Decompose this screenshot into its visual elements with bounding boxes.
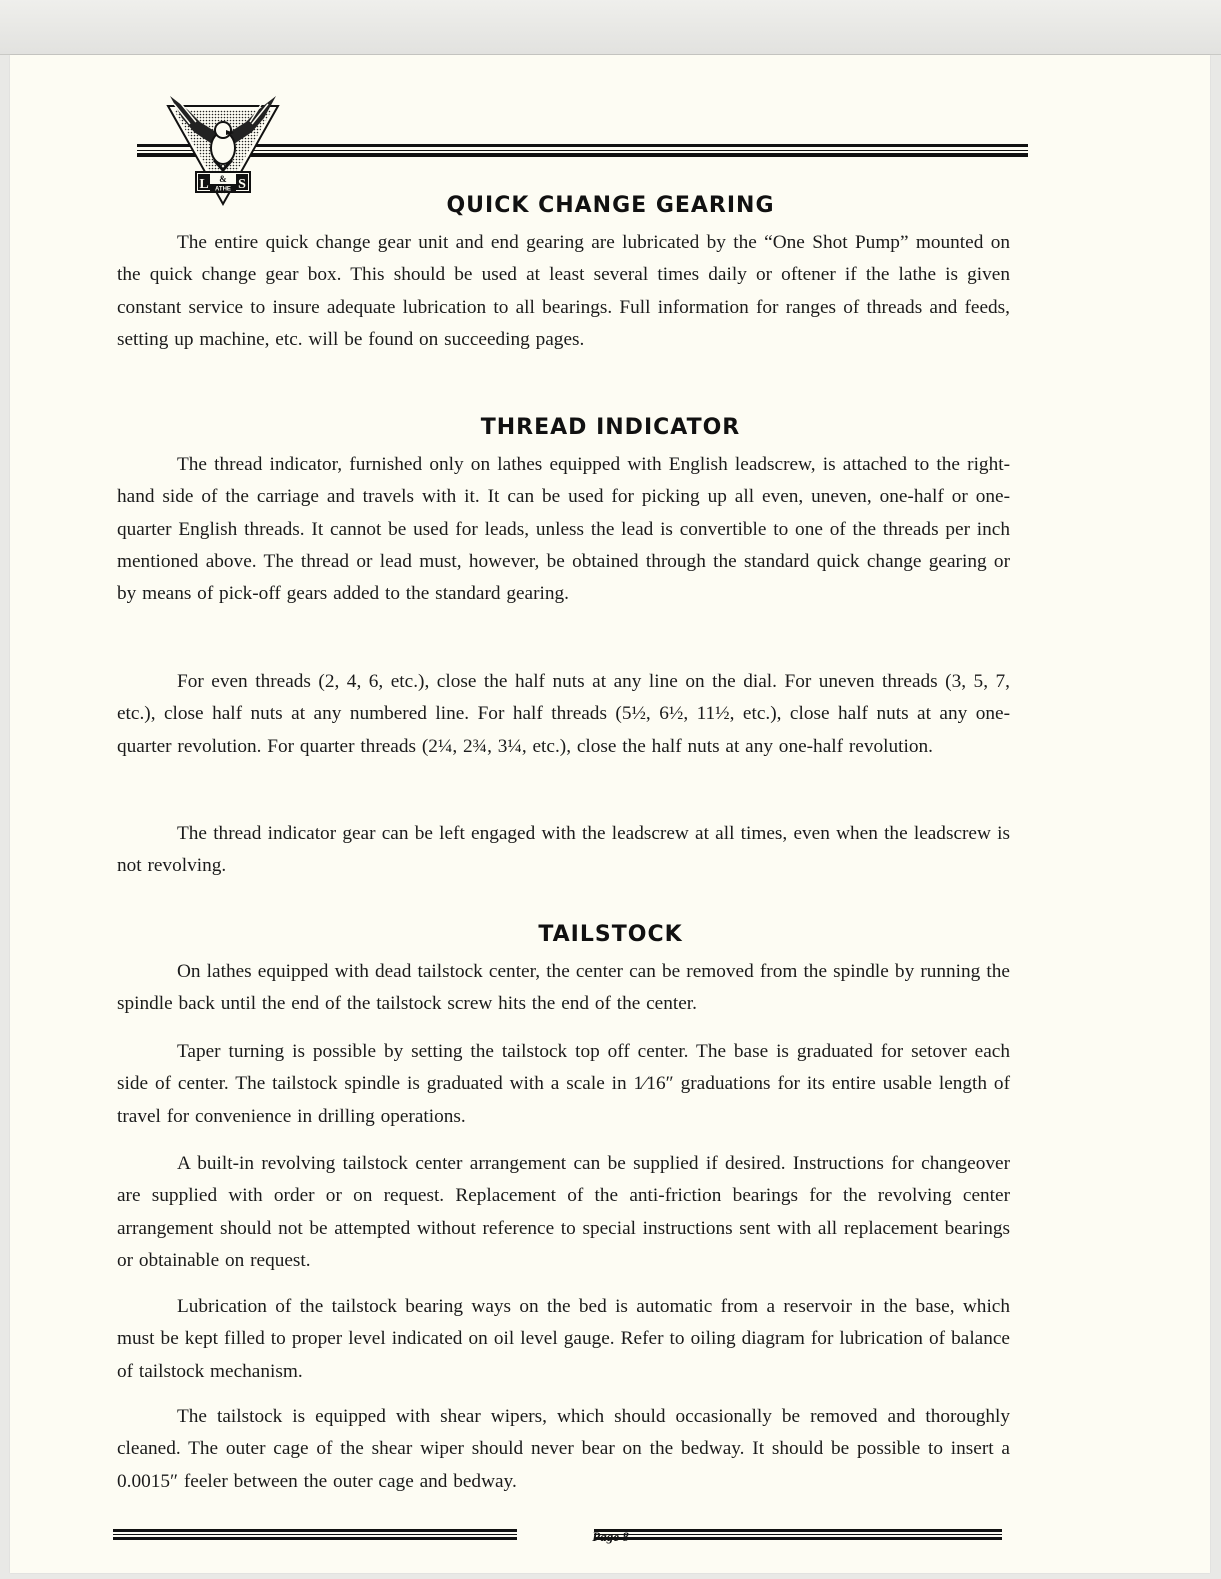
paragraph-thread-indicator-1: The thread indicator, furnished only on lathes equipped with English leadscrew, is attached to the right-hand side of the carriage and travels with it. It can be used for picking up all even, uneven, one-half or one-quarter English threads. It cannot be used for leads, unless the lead is convertible to one of the threads per inch mentioned above. The thread or lead must, however, be obtained through the standard quick change gearing or by means of pick-off gears added to the standard gearing.	[117, 454, 1010, 605]
footer-rule-right	[594, 1529, 1002, 1541]
heading-tailstock: TAILSTOCK	[538, 922, 683, 947]
paragraph-thread-indicator-2: For even threads (2, 4, 6, etc.), close the half nuts at any line on the dial. For uneven threads (3, 5, 7, etc.), close half nuts at any numbered line. For half threads (5½, 6½, 11½, etc.), close half nuts at any one-quarter revolution. For quarter threads (2¼, 2¾, 3¼, etc.), close the half nuts at any one-half revolution.	[117, 671, 1010, 757]
paragraph-quick-change: The entire quick change gear unit and end gearing are lubricated by the “One Shot Pump” mounted on the quick change gear box. This should be used at least several times daily or oftener if the lathe is given constant service to insure adequate lubrication to all bearings. Full information for ranges of threads and feeds, setting up machine, etc. will be found on succeeding pages.	[117, 232, 1010, 350]
heading-quick-change-gearing: QUICK CHANGE GEARING	[446, 193, 775, 218]
svg-text:&: &	[219, 174, 227, 184]
svg-text:S: S	[238, 177, 246, 192]
paragraph-thread-indicator-3: The thread indicator gear can be left engaged with the leadscrew at all times, even when the leadscrew is not revolving.	[117, 823, 1010, 877]
paragraph-tailstock-1: On lathes equipped with dead tailstock center, the center can be removed from the spindle by running the spindle back until the end of the tailstock screw hits the end of the center.	[117, 961, 1010, 1015]
paragraph-tailstock-4: Lubrication of the tailstock bearing ways on the bed is automatic from a reservoir in the base, which must be kept filled to proper level indicated on oil level gauge. Refer to oiling diagram for lubrication of balance of tailstock mechanism.	[117, 1296, 1010, 1382]
paragraph-tailstock-2: Taper turning is possible by setting the tailstock top off center. The base is graduated for setover each side of center. The tailstock spindle is graduated with a scale in 1⁄16″ graduations for its entire usable length of travel for convenience in drilling operations.	[117, 1041, 1010, 1127]
heading-thread-indicator: THREAD INDICATOR	[480, 415, 741, 440]
scan-top-edge	[0, 0, 1221, 55]
paragraph-tailstock-3: A built-in revolving tailstock center arrangement can be supplied if desired. Instructions for changeover are supplied with order or on request. Replacement of the anti-friction bearings for the revolving center arrangement should not be attempted without reference to special instructions sent with all replacement bearings or obtainable on request.	[117, 1153, 1010, 1271]
paragraph-tailstock-5: The tailstock is equipped with shear wipers, which should occasionally be removed and thoroughly cleaned. The outer cage of the shear wiper should never bear on the bedway. It should be possible to insert a 0.0015″ feeler between the outer cage and bedway.	[117, 1406, 1010, 1492]
svg-text:ATHE: ATHE	[215, 186, 231, 193]
svg-text:L: L	[199, 177, 209, 192]
